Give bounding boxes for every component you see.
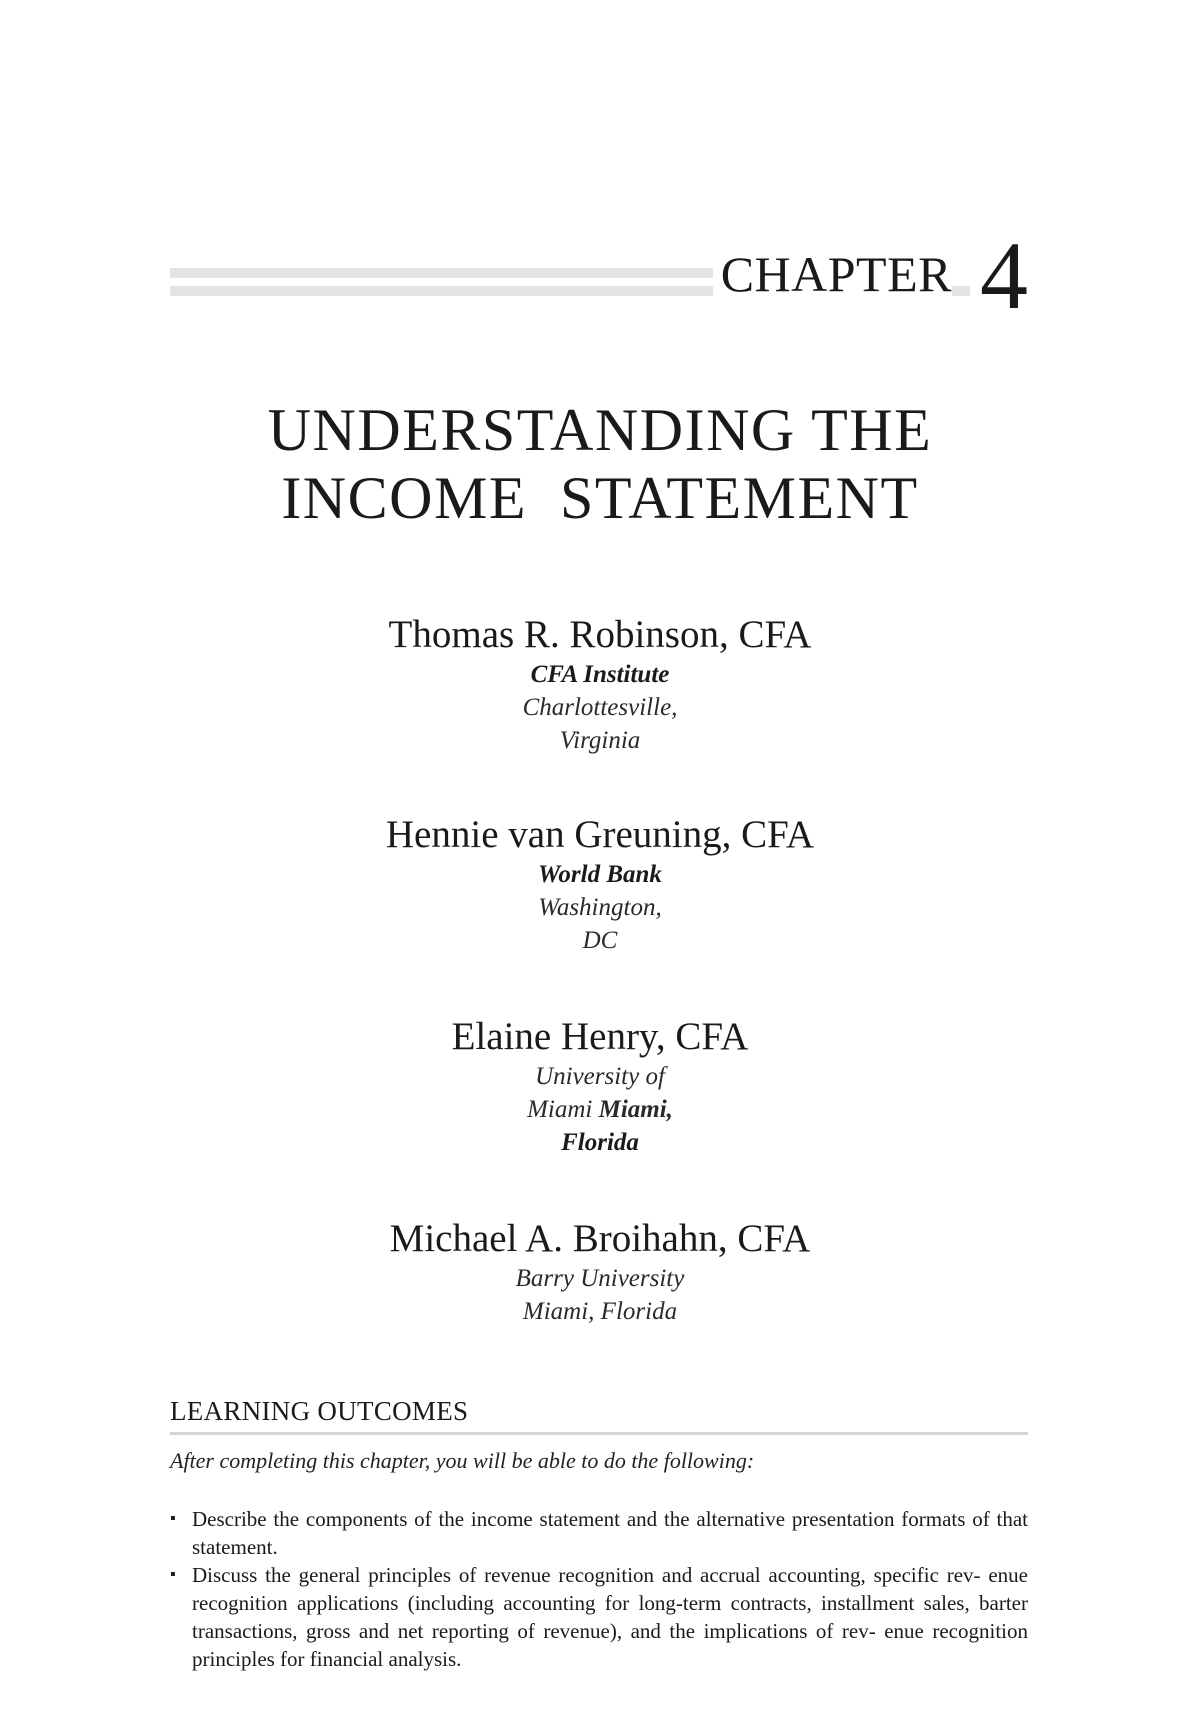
author-block [0,1014,1200,1159]
author-location-italic: Miami [527,1096,593,1123]
author-location: Florida [561,1129,639,1156]
learning-outcome-text: Discuss the general principles of revenue recognition and accrual accounting, specific rev- enue recognition applications (including accounting for long-term contracts, installment sales, barter transactions, gross and net reporting of revenue), and the implications of rev- enue recognition principles for financial analysis. [192,1563,1028,1671]
author-block [0,612,1200,757]
author-organization: University of [535,1063,665,1090]
author-block [0,1216,1200,1328]
author-location-line [0,1093,1200,1126]
learning-outcomes-heading: LEARNING OUTCOMES [170,1396,469,1426]
author-name: Thomas R. Robinson, CFA [388,613,812,656]
author-location: Washington, [538,894,662,921]
learning-outcomes-divider [170,1432,1028,1435]
list-item [170,1561,1028,1673]
list-item [170,1505,1028,1561]
author-name: Elaine Henry, CFA [451,1015,749,1058]
author-organization: World Bank [538,861,662,888]
header-rule-top [170,268,730,278]
bullet-icon: ▪ [170,1510,176,1527]
chapter-title-line-2: INCOME STATEMENT [281,465,919,531]
author-block [0,812,1200,957]
author-location: Virginia [559,727,641,754]
chapter-title-line-1: UNDERSTANDING THE [267,397,933,463]
chapter-title [0,396,1200,532]
learning-outcomes-list [170,1505,1028,1673]
chapter-header [170,222,1028,329]
bullet-icon: ▪ [170,1566,176,1583]
author-organization: CFA Institute [530,661,670,688]
author-name: Michael A. Broihahn, CFA [389,1217,811,1260]
author-location: Charlottesville, [522,694,678,721]
learning-outcome-text: Describe the components of the income statement and the alternative presentation formats of that statement. [192,1507,1028,1559]
chapter-number: 4 [970,228,1028,324]
learning-outcomes-intro: After completing this chapter, you will be able to do the following: [170,1448,755,1473]
author-location-bold: Miami, [598,1096,673,1123]
author-location: DC [582,927,618,954]
author-name: Hennie van Greuning, CFA [385,813,815,856]
author-location: Miami, Florida [522,1298,678,1325]
author-organization: Barry University [515,1265,685,1292]
chapter-label: CHAPTER [713,244,952,304]
